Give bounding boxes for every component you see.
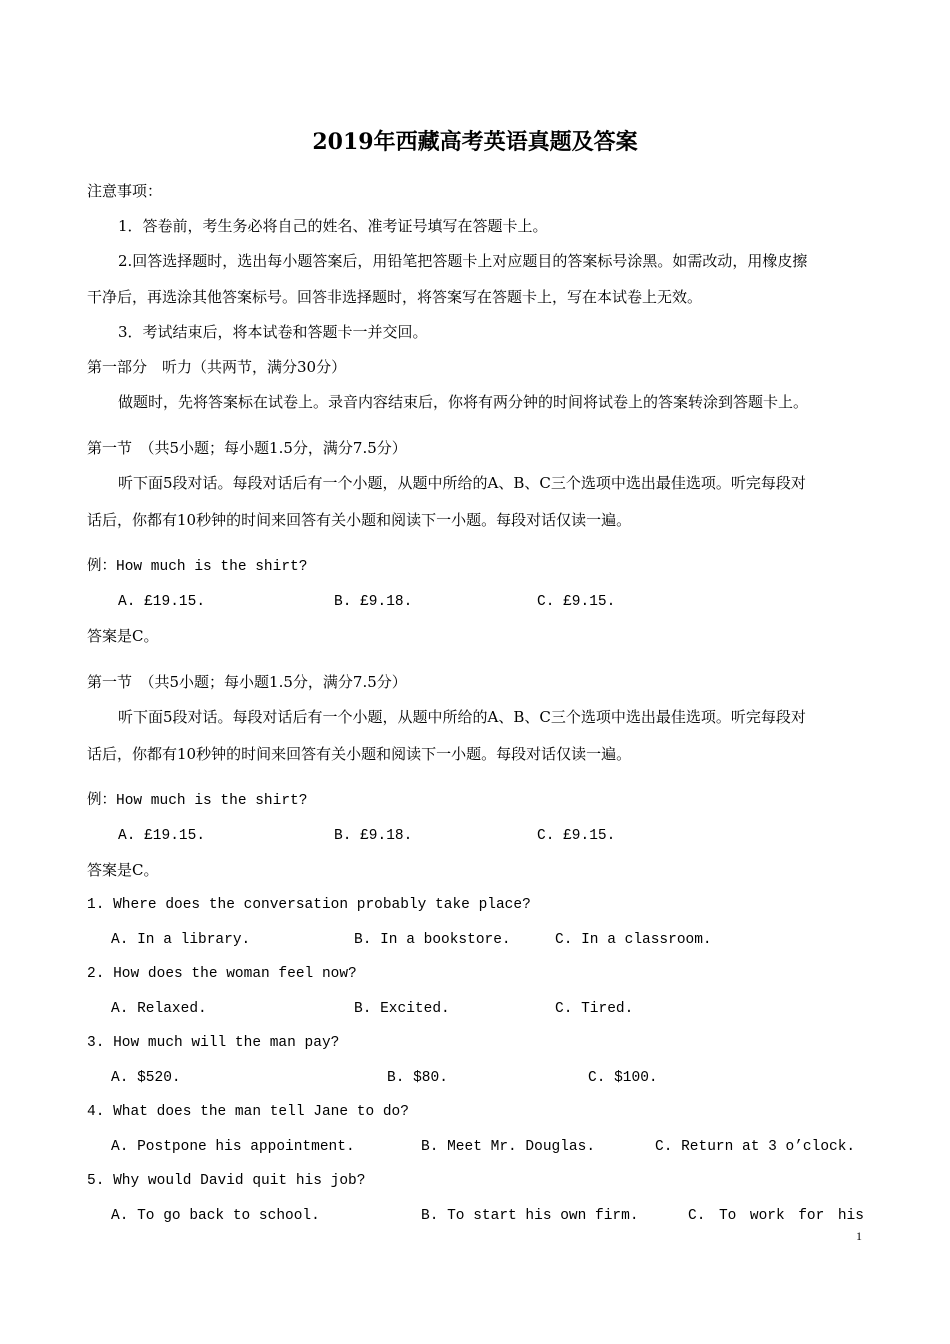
question-4-option-a: A. Postpone his appointment. (111, 1139, 355, 1155)
section-b-line-2: 话后，你都有10秒钟的时间来回答有关小题和阅读下一小题。每段对话仅读一遍。 (87, 745, 632, 763)
section-a-example-answer: 答案是C。 (87, 627, 159, 645)
notice-item-3: 3．考试结束后，将本试卷和答题卡一并交回。 (118, 323, 428, 341)
option-c-word: C. (688, 1208, 706, 1224)
question-2: 2. How does the woman feel now? (87, 966, 357, 982)
section-b-example-option-c: C. £9.15. (537, 828, 616, 844)
section-a-heading: 第一节 （共5小题；每小题1.5分，满分7.5分） (87, 439, 407, 457)
section-b-line-1: 听下面5段对话。每段对话后有一个小题，从题中所给的A、B、C三个选项中选出最佳选项。听完每段对 (118, 708, 806, 726)
section-b-example-option-b: B. £9.18. (334, 828, 413, 844)
option-c-word: To (718, 1208, 737, 1224)
section-a-line-2: 话后，你都有10秒钟的时间来回答有关小题和阅读下一小题。每段对话仅读一遍。 (87, 511, 632, 529)
question-4: 4. What does the man tell Jane to do? (87, 1104, 409, 1120)
question-1-option-a: A. In a library. (111, 932, 251, 948)
question-5-option-c (688, 1206, 864, 1226)
question-2-option-b: B. Excited. (354, 1001, 450, 1017)
notice-item-2-line-2: 干净后，再选涂其他答案标号。回答非选择题时，将答案写在答题卡上，写在本试卷上无效。 (87, 288, 703, 306)
section-a-example-option-b: B. £9.18. (334, 594, 413, 610)
question-3-option-a: A. $520. (111, 1070, 181, 1086)
question-5-option-a: A. To go back to school. (111, 1208, 320, 1224)
question-3: 3. How much will the man pay? (87, 1035, 340, 1051)
section-a-example-question: 例：How much is the shirt? (87, 559, 308, 575)
question-5: 5. Why would David quit his job? (87, 1173, 366, 1189)
question-2-option-a: A. Relaxed. (111, 1001, 207, 1017)
option-c-word: his (837, 1208, 864, 1224)
part1-instruction: 做题时，先将答案标在试卷上。录音内容结束后，你将有两分钟的时间将试卷上的答案转涂到答题卡上。 (118, 393, 809, 411)
question-1: 1. Where does the conversation probably take place? (87, 897, 531, 913)
section-b-heading: 第一节 （共5小题；每小题1.5分，满分7.5分） (87, 673, 407, 691)
section-b-example-question: 例：How much is the shirt? (87, 793, 308, 809)
question-3-option-b: B. $80. (387, 1070, 448, 1086)
page-number: 1 (856, 1229, 862, 1243)
question-5-option-b: B. To start his own firm. (421, 1208, 639, 1224)
question-1-option-c: C. In a classroom. (555, 932, 712, 948)
notice-item-2-line-1: 2.回答选择题时，选出每小题答案后，用铅笔把答题卡上对应题目的答案标号涂黑。如需改动，用橡皮擦 (118, 252, 808, 270)
notice-heading: 注意事项： (87, 182, 163, 200)
section-a-example-option-c: C. £9.15. (537, 594, 616, 610)
option-c-word: work (749, 1208, 785, 1224)
question-3-option-c: C. $100. (588, 1070, 658, 1086)
option-c-word: for (798, 1208, 825, 1224)
question-1-option-b: B. In a bookstore. (354, 932, 511, 948)
section-b-example-answer: 答案是C。 (87, 861, 159, 879)
question-4-option-c: C. Return at 3 o’clock. (655, 1139, 856, 1155)
question-4-option-b: B. Meet Mr. Douglas. (421, 1139, 596, 1155)
section-b-example-option-a: A. £19.15. (118, 828, 206, 844)
section-a-example-option-a: A. £19.15. (118, 594, 206, 610)
section-a-line-1: 听下面5段对话。每段对话后有一个小题，从题中所给的A、B、C三个选项中选出最佳选项。听完每段对 (118, 474, 806, 492)
page-title: 2019年西藏高考英语真题及答案 (312, 129, 638, 155)
question-2-option-c: C. Tired. (555, 1001, 634, 1017)
notice-item-1: 1．答卷前，考生务必将自己的姓名、准考证号填写在答题卡上。 (118, 217, 548, 235)
part1-heading: 第一部分 听力（共两节，满分30分） (87, 358, 347, 376)
